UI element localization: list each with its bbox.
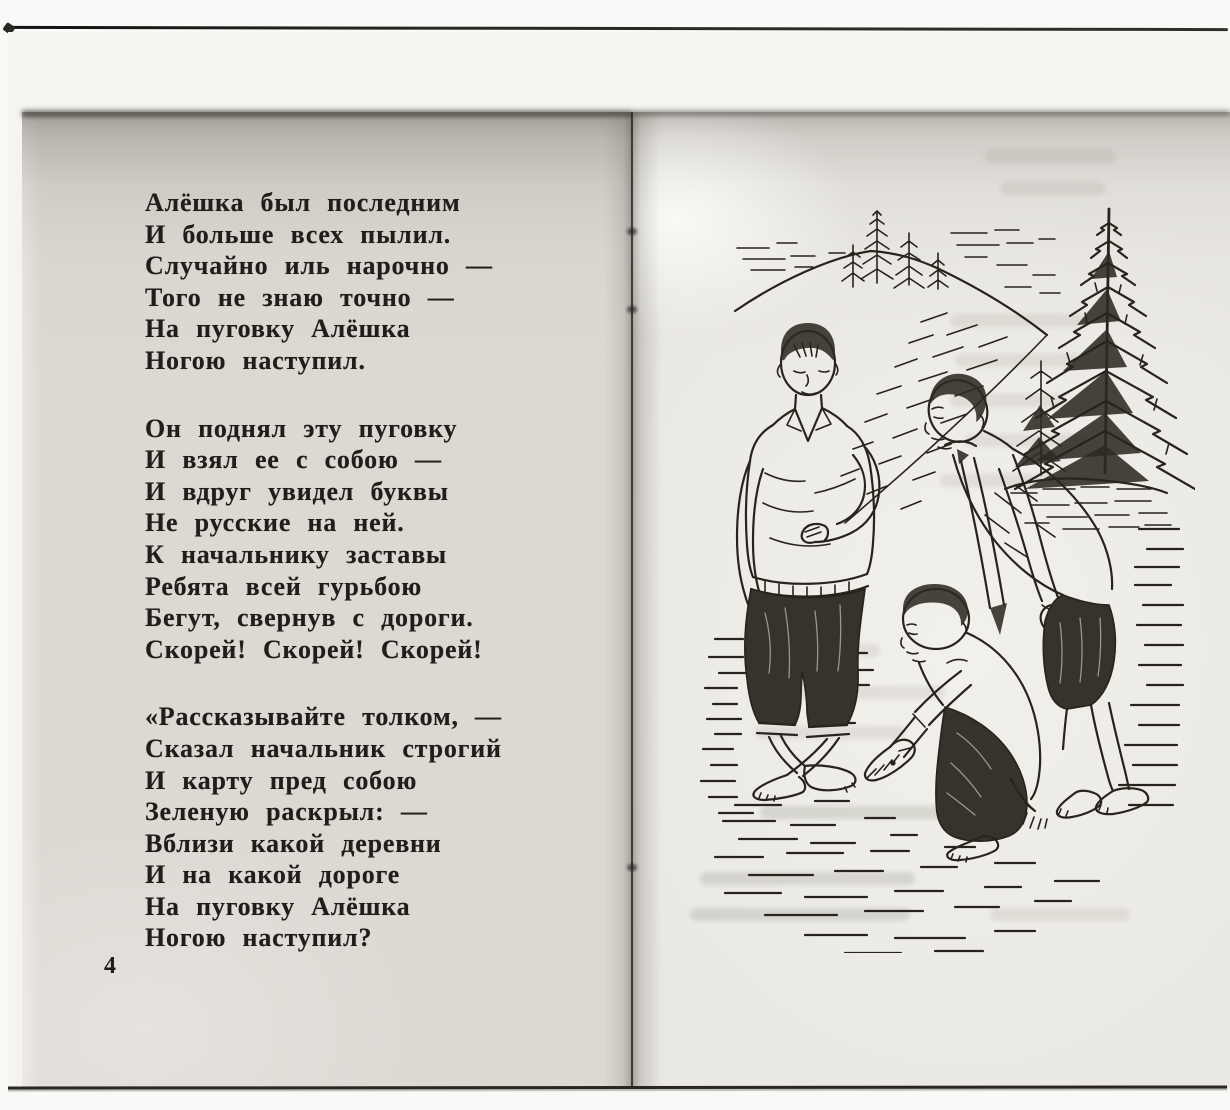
poem-line: И карту пред собою bbox=[145, 765, 418, 795]
poem-line: Того не знаю точно — bbox=[145, 282, 455, 312]
binding-stitch bbox=[625, 862, 639, 873]
poem-line: К начальнику заставы bbox=[145, 539, 448, 569]
poem-line: Бегут, свернув с дороги. bbox=[145, 603, 474, 633]
poem-line: На пуговку Алёшка bbox=[145, 314, 411, 344]
poem-stanza-1 bbox=[145, 187, 575, 377]
poem-line: И больше всех пылил. bbox=[145, 219, 452, 249]
gutter-crease bbox=[631, 112, 633, 1088]
book-gutter bbox=[604, 112, 660, 1088]
poem-line: Ребята всей гурьбою bbox=[145, 571, 423, 601]
poem-line: Он поднял эту пуговку bbox=[145, 413, 458, 443]
poem-line: Сказал начальник строгий bbox=[145, 733, 502, 763]
poem-line: И вдруг увидел буквы bbox=[145, 476, 449, 506]
page-number: 4 bbox=[104, 953, 116, 979]
poem-line: «Рассказывайте толком, — bbox=[145, 702, 502, 732]
poem-line: Зеленую раскрыл: — bbox=[145, 797, 428, 827]
standing-boy bbox=[737, 323, 879, 801]
poem-line: Не русские на ней. bbox=[145, 508, 405, 538]
poem-line: И взял ее с собою — bbox=[145, 445, 442, 475]
bleed-through-mark bbox=[985, 150, 1115, 163]
poem-line: Скорей! Скорей! Скорей! bbox=[145, 634, 483, 664]
poem-text bbox=[145, 187, 575, 990]
poem-line: На пуговку Алёшка bbox=[145, 891, 411, 921]
poem-line: Случайно иль нарочно — bbox=[145, 251, 493, 281]
poem-line: И на какой дороге bbox=[145, 860, 401, 890]
book-top-edge bbox=[6, 26, 1228, 31]
illustration-three-boys bbox=[695, 193, 1195, 953]
big-fir-tree bbox=[1005, 209, 1195, 529]
binding-stitch bbox=[625, 226, 639, 237]
poem-stanza-2 bbox=[145, 413, 575, 666]
poem-line: Ногою наступил? bbox=[145, 923, 373, 953]
small-fir-trees bbox=[842, 211, 948, 289]
poem-stanza-3 bbox=[145, 701, 575, 954]
poem-line: Ногою наступил. bbox=[145, 345, 366, 375]
binding-stitch bbox=[625, 304, 639, 315]
poem-line: Алёшка был последним bbox=[145, 188, 461, 217]
poem-line: Вблизи какой деревни bbox=[145, 828, 442, 858]
